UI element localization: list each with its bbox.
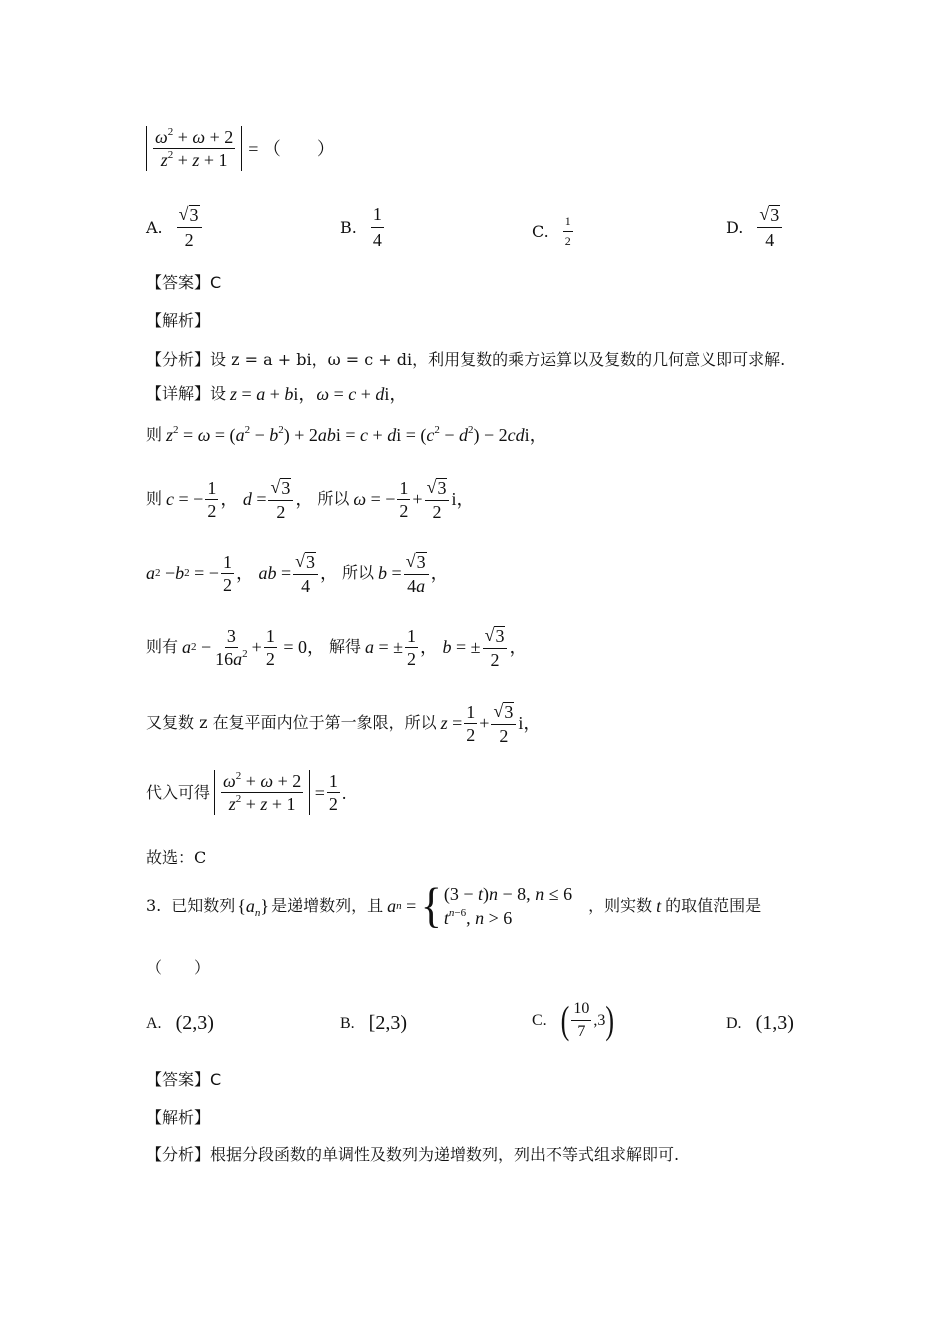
option-value: [2,3): [368, 1012, 407, 1034]
q3-stem-a: 已知数列: [171, 896, 236, 915]
q3-number: 3.: [146, 896, 162, 915]
q2-detail-line2: 则 $z^2 = \omega = (a^2 - b^2) + 2abi = c$ + di = $(c^2 - d^2) - 2cdi$，: [146, 424, 548, 445]
detail-prefix: 【详解】设: [146, 384, 227, 403]
z-quadrant-text: 又复数 z 在复平面内位于第一象限，所以: [146, 713, 437, 733]
q3-option-b[interactable]: [340, 1012, 407, 1035]
option-label: A.: [146, 1014, 162, 1032]
q3-answer: 【答案】C: [146, 1070, 222, 1089]
q2-stem-tail: = （ ）: [248, 138, 335, 159]
q3-stem-c: ，则实数: [588, 896, 653, 915]
option-label: B.: [340, 1014, 355, 1032]
q2-option-b[interactable]: [340, 204, 386, 251]
q2-stem: [146, 126, 335, 171]
abs-expression: $\frac{\omega^2 + \omega + 2}{z^2 + z + 1}$: [146, 126, 242, 171]
q2-conclusion: 故选：C: [146, 848, 207, 867]
q2-detail-line4: a 2 − b 2 = − $\frac{1}{2}$ ， ab = √ 3 4 ， 所以 b = √ 3 4a ，: [146, 551, 449, 596]
q2-option-c[interactable]: [532, 214, 575, 249]
q2-detail-line1: 【详解】设 z = a + bi，ω = c + di，: [146, 384, 408, 404]
q2-detail-line6: 又复数 z 在复平面内位于第一象限，所以 z = $\frac{1}{2}$ + √ 3 2 i，: [146, 701, 542, 746]
q3-stem-d: 的取值范围是: [665, 896, 762, 915]
q3-fenxi: 【分析】根据分段函数的单调性及数列为递增数列，列出不等式组求解即可.: [146, 1145, 680, 1164]
q2-detail-line3: 则 c = − $\frac{1}{2}$ ， d = √ 3 2 ， 所以 ω = − $\frac{1}{2}$ + √ 3 2 i，: [146, 477, 475, 522]
q3-analysis-tag: 【解析】: [146, 1108, 211, 1127]
word-then: 则: [146, 489, 163, 509]
option-value: $\frac{1}{2}$: [564, 214, 571, 248]
option-value: $\frac{1}{4}$: [372, 204, 382, 250]
option-value: √ 3 2: [177, 204, 202, 251]
option-value: (1,3): [755, 1012, 794, 1034]
option-label: D.: [726, 1014, 742, 1032]
option-value: ( $\frac{10}{7}$ ,3 ): [560, 998, 615, 1042]
word-substitute: 代入可得: [146, 782, 211, 802]
option-value: (2,3): [175, 1012, 214, 1034]
option-value: √ 3 4: [757, 204, 782, 251]
q2-option-a[interactable]: [146, 204, 204, 251]
option-label: C.: [532, 222, 549, 241]
q2-fenxi: 【分析】设 z = a + bi，ω = c + di，利用复数的乘方运算以及复数的几何意义即可求解.: [146, 350, 786, 369]
q2-option-d[interactable]: [726, 204, 784, 251]
word-then: 则: [146, 425, 163, 444]
q3-stem-b: 是递增数列，且: [271, 896, 384, 915]
option-label: C.: [532, 1011, 547, 1029]
option-label: D.: [726, 218, 744, 237]
word-so: 所以: [317, 489, 350, 509]
word-so: 所以: [342, 563, 375, 583]
q2-analysis-tag: 【解析】: [146, 311, 211, 330]
option-label: A.: [146, 218, 163, 237]
q3-option-a[interactable]: [146, 1012, 214, 1035]
word-solve: 解得: [328, 637, 361, 657]
word-have: 则有: [146, 637, 179, 657]
q2-answer: 【答案】C: [146, 273, 222, 292]
q2-detail-line7: 代入可得 $\frac{\omega^2 + \omega + 2}{z^2 + z + 1}$ = $\frac{1}{2}$ .: [146, 770, 347, 814]
q3-option-d[interactable]: [726, 1012, 794, 1035]
q3-option-c[interactable]: [532, 1000, 614, 1041]
option-label: B.: [340, 218, 357, 237]
q3-paren: （ ）: [146, 958, 211, 977]
q2-detail-line5: 则有 a 2 − $\frac{3}{16a^2}$ + $\frac{1}{2}$ = 0， 解得 a = ± $\frac{1}{2}$ ， b = ± √ 3 2 ，: [146, 625, 528, 670]
q3-stem: 3. 已知数列 $\{a_n\}$ 是递增数列，且 a n = { (3 − t)n − 8, n ≤ 6 $t^{n-6}$, n > 6 ，则实数 t 的取值范围是: [146, 878, 762, 933]
